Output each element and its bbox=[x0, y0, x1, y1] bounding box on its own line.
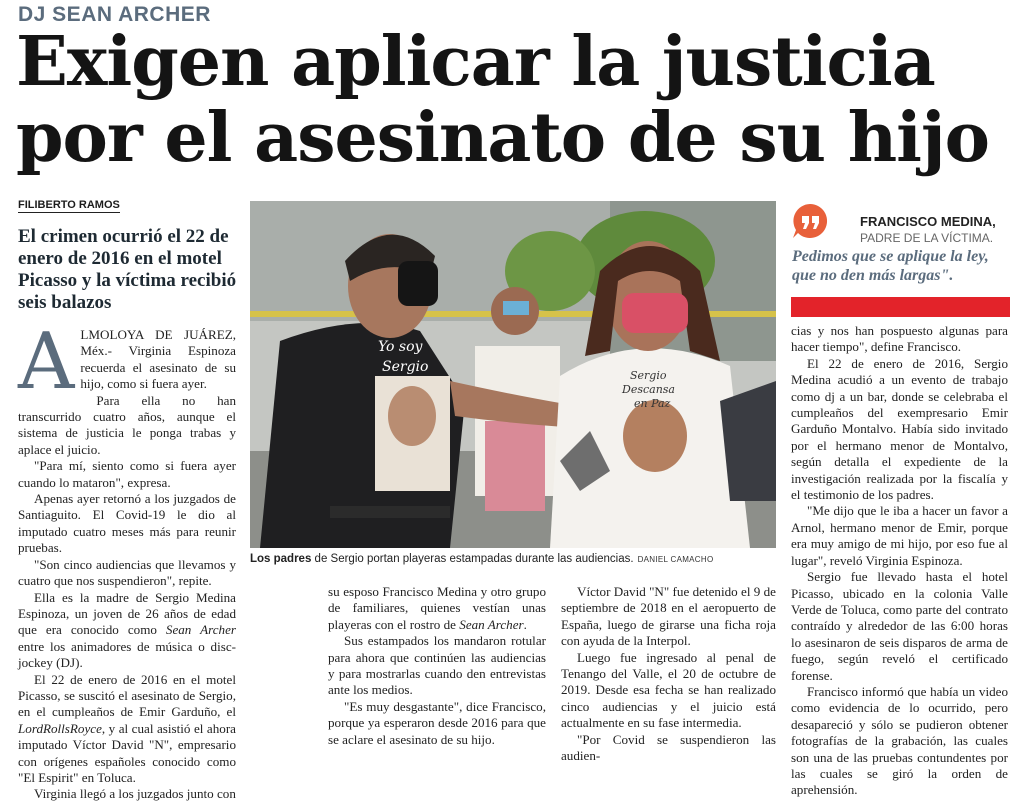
emphasis: LordRollsRoyce bbox=[18, 720, 102, 736]
paragraph: "Por Covid se suspendieron las audien- bbox=[561, 731, 776, 764]
dateline: LMOLOYA DE JUÁREZ, bbox=[80, 327, 236, 342]
shirt-text: Sergio bbox=[382, 359, 429, 375]
photo-image bbox=[250, 201, 776, 548]
shirt-text: Sergio bbox=[630, 369, 667, 382]
caption-lead: Los padres bbox=[250, 553, 312, 565]
quote-text: Pedimos que se aplique la ley, que no den más largas". bbox=[792, 248, 989, 284]
paragraph-text: , y al cual asistió el ahora imputado Víctor David "N", empresario con orígenes españoles conocido como "El Espirit" en Toluca. bbox=[18, 720, 236, 785]
paragraph-text: Ella es la madre de Sergio Medina Espinoza, un joven de 26 años de edad que era conocido como bbox=[18, 589, 236, 638]
article-column-3 bbox=[561, 584, 776, 764]
paragraph: Sergio fue llevado hasta el hotel Picasso, ubicado en la colonia Valle Verde de Toluca, como parte del contrato contraído y alrededor de las 6:00 horas lo asesinaron de seis disparos de arma de fuego, según reveló el certificado forense. bbox=[791, 569, 1008, 683]
paragraph bbox=[18, 672, 236, 787]
paragraph: "Me dijo que le iba a hacer un favor a Arnol, hermano menor de Emir, porque era muy amigo de mi hijo, por eso fue al lugar", reveló Virginia Espinoza. bbox=[791, 503, 1008, 568]
paragraph-text: entre los animadores de música o disc-jockey (DJ). bbox=[18, 638, 236, 671]
article-column-1 bbox=[18, 317, 236, 803]
paragraph: Para ella no han transcurrido cuatro años, aunque el sistema de justicia le ponga trabas y aplace el juicio. bbox=[18, 392, 236, 457]
paragraph bbox=[328, 584, 546, 633]
article-column-4 bbox=[791, 323, 1008, 799]
paragraph: Apenas ayer retornó a los juzgados de Santiaguito. El Covid-19 le dio al imputado cuatro meses más para reunir pruebas. bbox=[18, 491, 236, 556]
paragraph: Francisco informó que había un video como evidencia de lo ocurrido, pero desapareció y sólo se pudieron obtener fotografías de la grabación, las cuales son una de las pruebas contundentes por las cuales se giró la orden de aprehensión. bbox=[791, 683, 1008, 798]
emphasis: Sean Archer bbox=[459, 616, 524, 632]
emphasis: Sean Archer bbox=[165, 622, 236, 638]
photo bbox=[250, 201, 776, 548]
photo-caption bbox=[250, 553, 780, 565]
paragraph: "Es muy desgastante", dice Francisco, porque ya esperaron desde 2016 para que se aclare el asesinato de su hijo. bbox=[328, 698, 546, 747]
paragraph: cias y nos han pospuesto algunas para hacer tiempo", define Francisco. bbox=[791, 323, 1008, 355]
paragraph: Víctor David "N" fue detenido el 9 de septiembre de 2018 en el aeropuerto de España, luego de girarse una ficha roja con ayuda de la Interpol. bbox=[561, 584, 776, 649]
shirt-text: Descansa bbox=[622, 383, 675, 396]
headline: Exigen aplicar la justicia por el asesinato de su hijo bbox=[16, 22, 989, 178]
drop-cap: A bbox=[18, 317, 75, 407]
paragraph: "Para mí, siento como si fuera ayer cuando lo mataron", expresa. bbox=[18, 458, 236, 490]
paragraph: El 22 de enero de 2016, Sergio Medina acudió a un evento de trabajo como dj a un bar, donde se celebraba el cumpleaños del exempresario Emir Garduño Montalvo. Había sido invitado por el hermano menor de Montalvo, según detalla el expediente de la investigación realizada por la fiscalía y el testimonio de los padres. bbox=[791, 355, 1008, 503]
byline: FILIBERTO RAMOS bbox=[18, 199, 120, 211]
section-kicker: DJ SEAN ARCHER bbox=[18, 3, 211, 26]
quote-speaker-name: FRANCISCO MEDINA, bbox=[860, 214, 996, 229]
paragraph: Sus estampados los mandaron rotular para ahora que continúen las audiencias y para mostrarlas cuando den entrevistas ante los medios. bbox=[328, 633, 546, 698]
paragraph: Luego fue ingresado al penal de Tenango del Valle, el 20 de octubre de 2019. Desde esa fecha se han realizado cinco audiencias y el juicio está actualmente en su fase intermedia. bbox=[561, 649, 776, 731]
pull-quote bbox=[791, 201, 1013, 321]
paragraph-text: . bbox=[523, 616, 527, 632]
photo-credit: DANIEL CAMACHO bbox=[637, 555, 714, 564]
paragraph-text: El 22 de enero de 2016 en el motel Picasso, se suscitó el asesinato de Sergio, en el cumpleaños de Emir Garduño, el bbox=[18, 671, 236, 720]
paragraph: "Son cinco audiencias que llevamos y cuatro que nos suspendieron", repite. bbox=[18, 556, 236, 589]
paragraph-text: Méx.- Virginia Espinoza recuerda el asesinato de su hijo, como si fuera ayer. bbox=[80, 343, 236, 392]
caption-text: de Sergio portan playeras estampadas durante las audiencias. bbox=[311, 553, 634, 565]
quote-speaker-role: PADRE DE LA VÍCTIMA. bbox=[860, 231, 994, 245]
deck-subheadline: El crimen ocurrió el 22 de enero de 2016 en el motel Picasso y la víctima recibió seis balazos bbox=[18, 226, 237, 313]
quote-bubble-icon bbox=[791, 202, 829, 240]
article-column-2 bbox=[328, 584, 546, 748]
shirt-text: Yo soy bbox=[378, 339, 423, 355]
quote-red-bar bbox=[791, 297, 1010, 317]
paragraph-text: su esposo Francisco Medina y otro grupo de familiares, quienes vestían unas playeras con el rostro de bbox=[328, 584, 546, 632]
paragraph: Virginia llegó a los juzgados junto con bbox=[34, 786, 236, 802]
paragraph bbox=[18, 590, 236, 672]
shirt-text: en Paz bbox=[634, 397, 671, 410]
